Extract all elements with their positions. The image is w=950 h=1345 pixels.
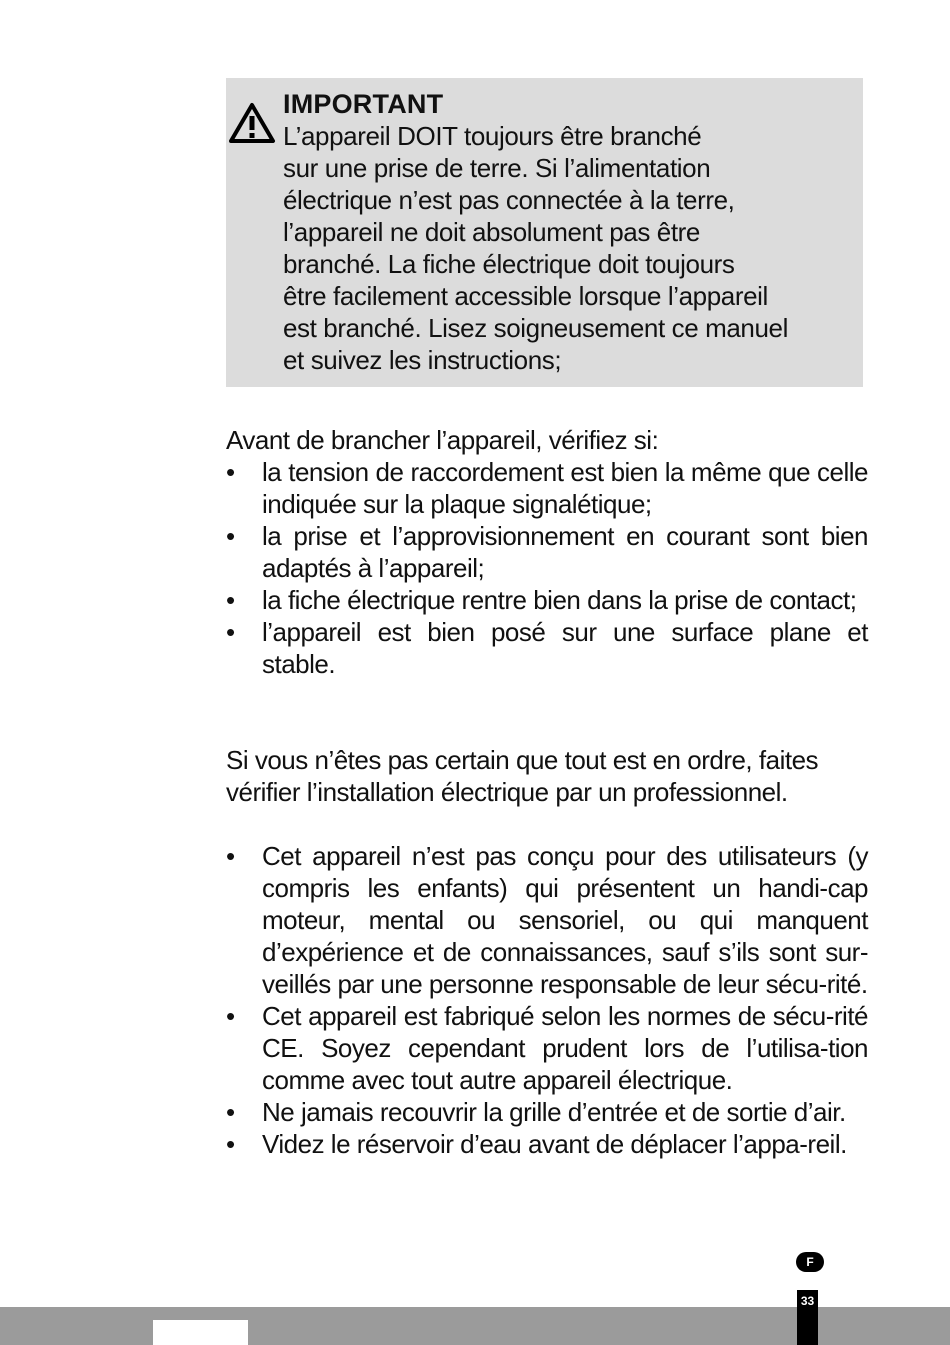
bullet-icon: • xyxy=(226,1129,235,1159)
list-item xyxy=(226,1000,868,1096)
list-item-text: la fiche électrique rentre bien dans la prise de contact; xyxy=(262,585,857,615)
checks-list xyxy=(226,456,868,680)
bullet-icon: • xyxy=(226,1097,235,1127)
safety-section xyxy=(226,840,868,1160)
important-line: sur une prise de terre. Si l’alimentation xyxy=(283,153,711,183)
list-item xyxy=(226,840,868,1000)
checks-section xyxy=(226,424,868,680)
list-item-text: Ne jamais recouvrir la grille d’entrée et de sortie d’air. xyxy=(262,1097,846,1127)
list-item-text: la tension de raccordement est bien la même que celle indiquée sur la plaque signalétique; xyxy=(262,457,868,519)
bullet-icon: • xyxy=(226,585,235,615)
important-line: branché. La fiche électrique doit toujours xyxy=(283,249,735,279)
checks-intro: Avant de brancher l’appareil, vérifiez si: xyxy=(226,425,659,455)
warning-triangle-icon xyxy=(228,102,276,144)
list-item-text: l’appareil est bien posé sur une surface plane et stable. xyxy=(262,617,868,679)
list-item xyxy=(226,584,868,616)
bullet-icon: • xyxy=(226,1001,235,1031)
important-line: électrique n’est pas connectée à la terre, xyxy=(283,185,735,215)
list-item-text: Cet appareil n’est pas conçu pour des utilisateurs (y compris les enfants) qui présentent un handi-cap moteur, mental ou sensoriel, ou qui manquent d’expérience et de connaissances, sauf s’ils sont sur-veillés par une personne responsable de leur sécu-rité. xyxy=(262,841,868,999)
bullet-icon: • xyxy=(226,841,235,871)
list-item-text: Cet appareil est fabriqué selon les normes de sécu-rité CE. Soyez cependant prudent lors de l’utilisa-tion comme avec tout autre appareil électrique. xyxy=(262,1001,868,1095)
notice-paragraph: Si vous n’êtes pas certain que tout est en ordre, faites vérifier l’installation électrique par un professionnel. xyxy=(226,745,819,807)
important-line: être facilement accessible lorsque l’appareil xyxy=(283,281,768,311)
list-item xyxy=(226,456,868,520)
important-line: l’appareil ne doit absolument pas être xyxy=(283,217,700,247)
list-item xyxy=(226,520,868,584)
bullet-icon: • xyxy=(226,617,235,647)
bullet-icon: • xyxy=(226,457,235,487)
important-notice xyxy=(283,88,858,376)
bullet-icon: • xyxy=(226,521,235,551)
list-item xyxy=(226,1128,868,1160)
footer-white-tab xyxy=(153,1320,248,1345)
notice-section xyxy=(226,744,868,808)
language-badge: F xyxy=(796,1252,824,1272)
important-line: L’appareil DOIT toujours être branché xyxy=(283,121,702,151)
important-line: est branché. Lisez soigneusement ce manuel xyxy=(283,313,788,343)
page-number: 33 xyxy=(797,1290,818,1345)
list-item-text: la prise et l’approvisionnement en courant sont bien adaptés à l’appareil; xyxy=(262,521,868,583)
important-line: et suivez les instructions; xyxy=(283,345,562,375)
safety-list xyxy=(226,840,868,1160)
list-item xyxy=(226,1096,868,1128)
important-title: IMPORTANT xyxy=(283,89,444,119)
list-item-text: Videz le réservoir d’eau avant de déplacer l’appa-reil. xyxy=(262,1129,847,1159)
list-item xyxy=(226,616,868,680)
